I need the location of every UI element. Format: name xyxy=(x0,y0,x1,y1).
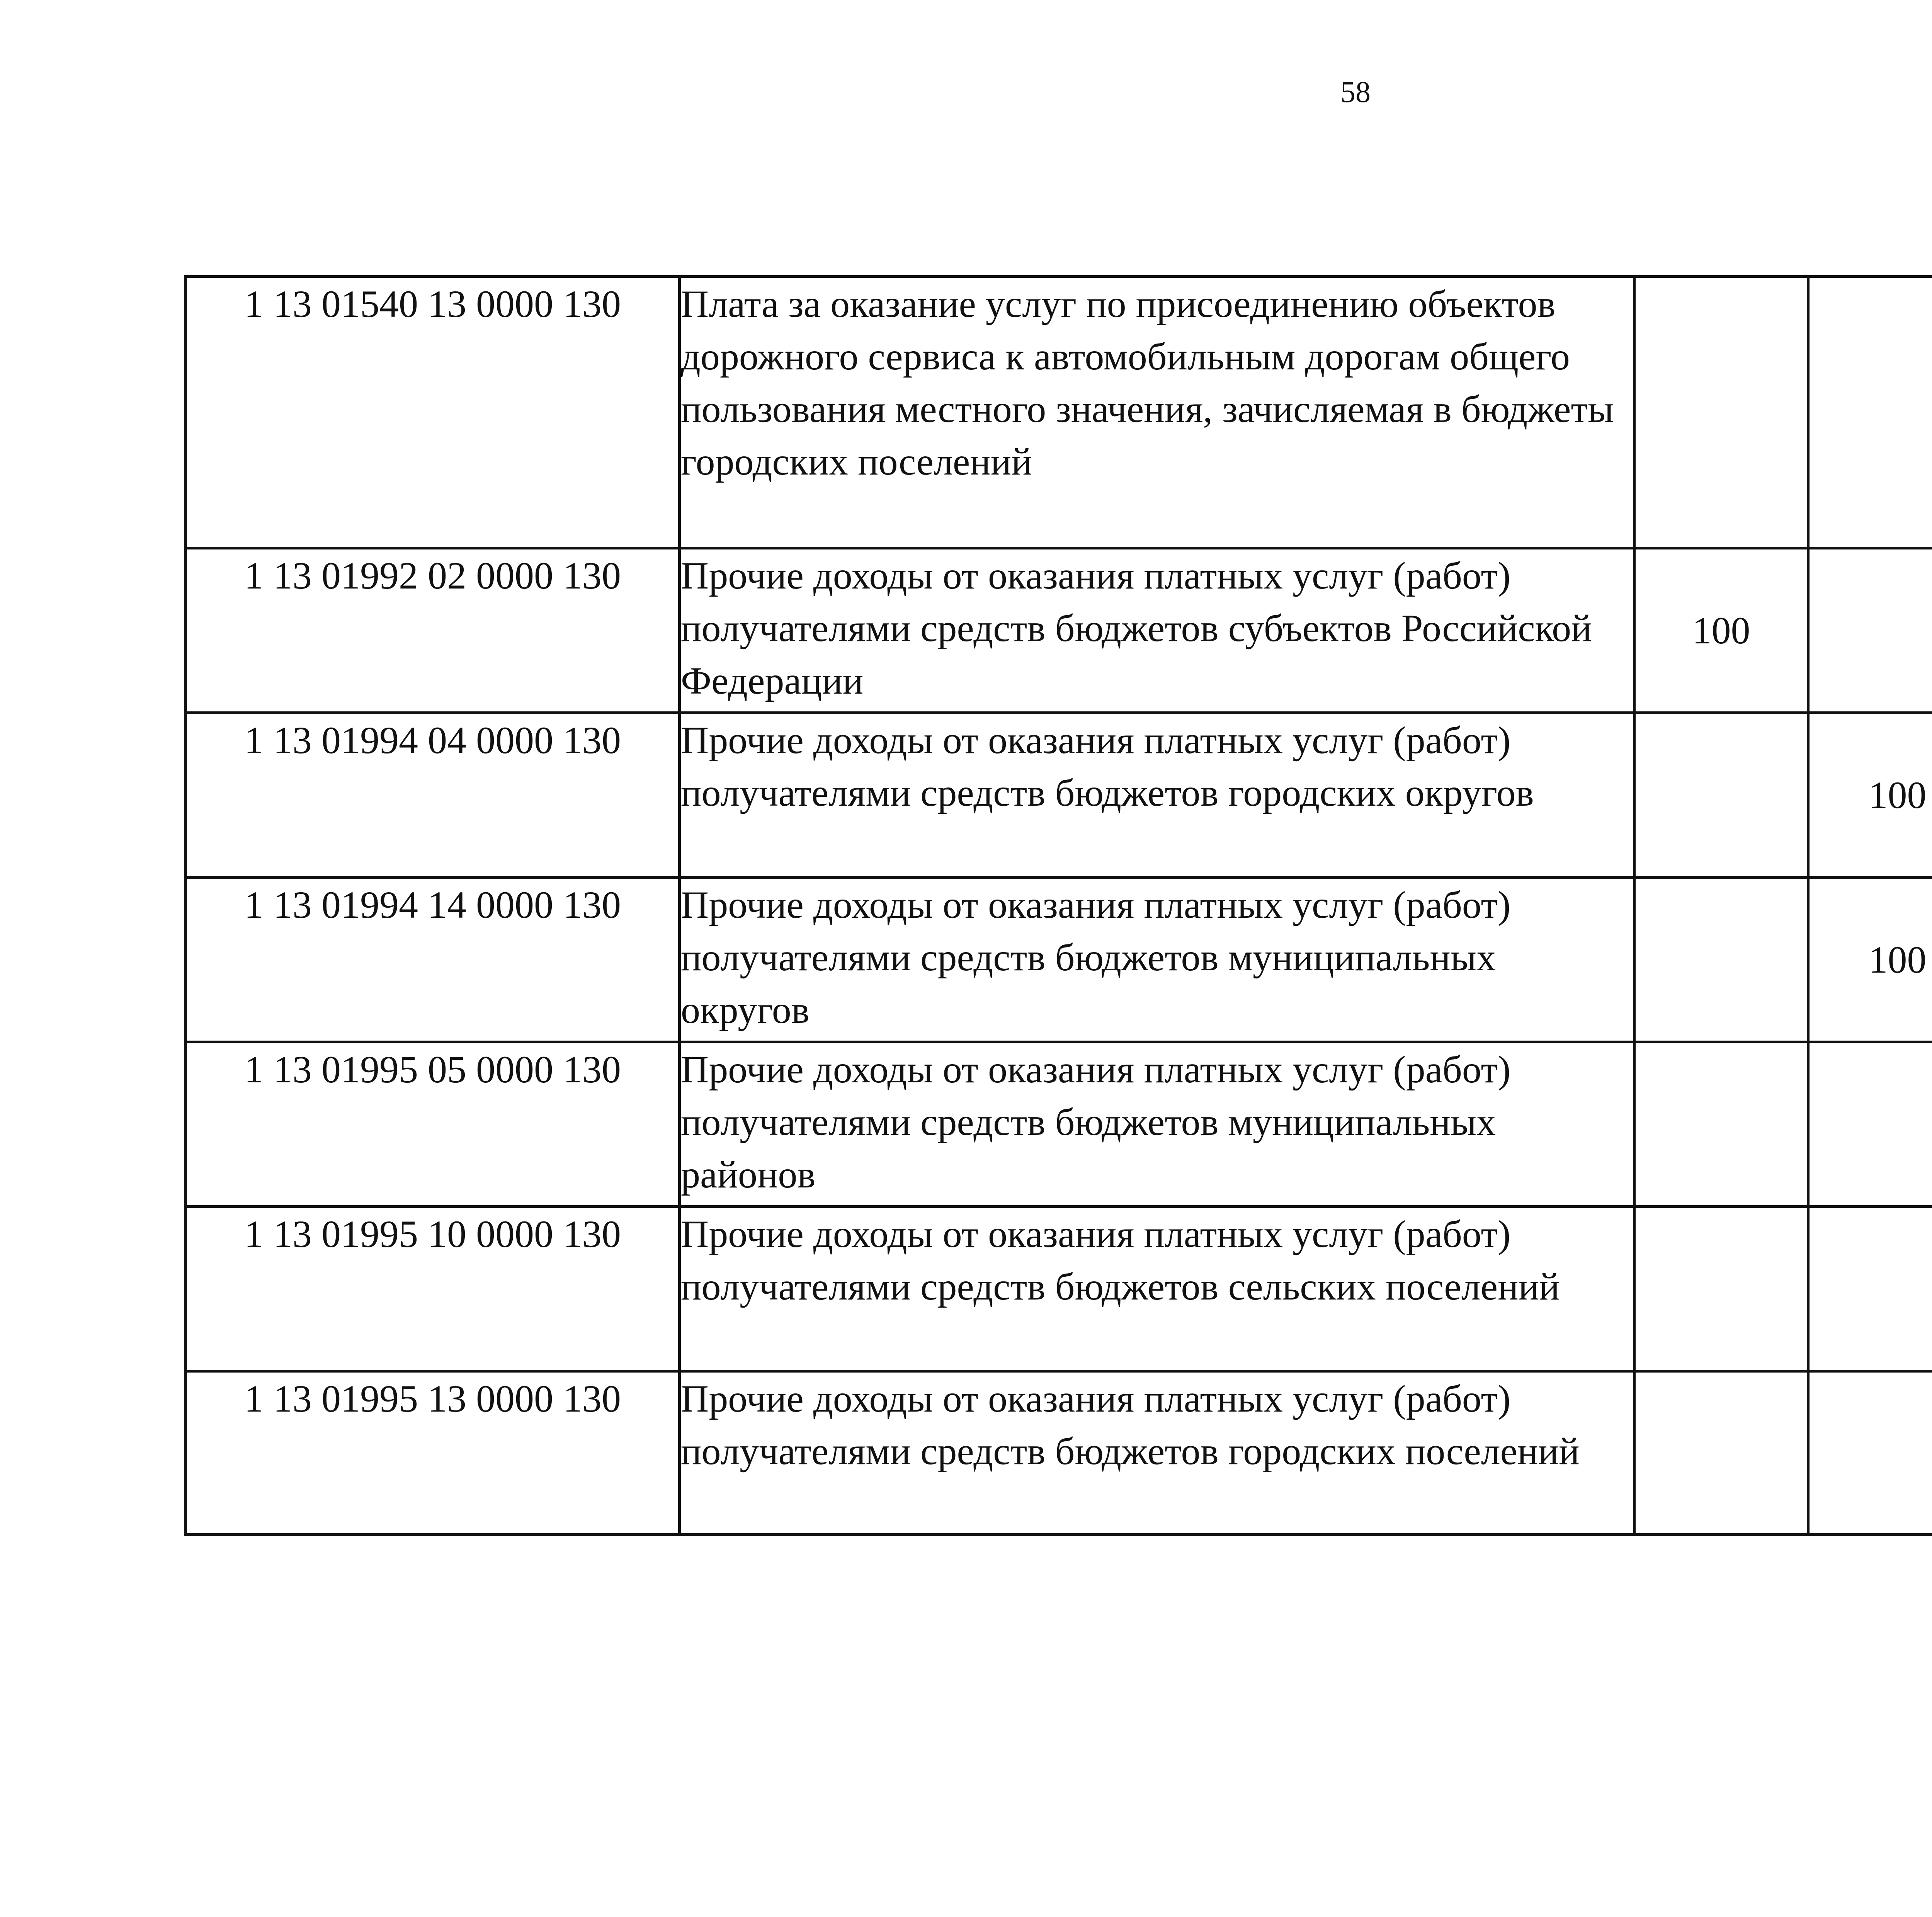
revenue-description: Прочие доходы от оказания платных услуг (работ) получателями средств бюджетов городских округов xyxy=(680,713,1634,878)
revenue-code: 1 13 01995 10 0000 130 xyxy=(186,1207,680,1371)
revenue-description: Прочие доходы от оказания платных услуг (работ) получателями средств бюджетов субъектов Российской Федерации xyxy=(680,548,1634,713)
revenue-code: 1 13 01540 13 0000 130 xyxy=(186,277,680,548)
revenue-description: Прочие доходы от оказания платных услуг (работ) получателями средств бюджетов муниципальных районов xyxy=(680,1042,1634,1207)
value-cell: 100 xyxy=(1808,878,1932,1042)
table-row xyxy=(186,1207,1932,1371)
revenue-description: Прочие доходы от оказания платных услуг (работ) получателями средств бюджетов сельских поселений xyxy=(680,1207,1634,1371)
revenue-code: 1 13 01992 02 0000 130 xyxy=(186,548,680,713)
value-cell xyxy=(1634,277,1808,548)
table-row xyxy=(186,1371,1932,1535)
value-cell: 100 xyxy=(1808,713,1932,878)
value-cell xyxy=(1634,1207,1808,1371)
table-row xyxy=(186,1042,1932,1207)
value-cell xyxy=(1808,1371,1932,1535)
table-row xyxy=(186,548,1932,713)
revenue-description: Плата за оказание услуг по присоединению объектов дорожного сервиса к автомобильным дорогам общего пользования местного значения, зачисляемая в бюджеты городских поселений xyxy=(680,277,1634,548)
value-cell xyxy=(1808,548,1932,713)
value-cell xyxy=(1634,1042,1808,1207)
value-cell: 100 xyxy=(1634,548,1808,713)
revenue-code: 1 13 01995 13 0000 130 xyxy=(186,1371,680,1535)
revenue-description: Прочие доходы от оказания платных услуг (работ) получателями средств бюджетов городских поселений xyxy=(680,1371,1634,1535)
revenue-distribution-table xyxy=(184,275,1932,1536)
revenue-code: 1 13 01994 04 0000 130 xyxy=(186,713,680,878)
revenue-code: 1 13 01995 05 0000 130 xyxy=(186,1042,680,1207)
table-row xyxy=(186,277,1932,548)
page-number: 58 xyxy=(1340,75,1371,109)
value-cell xyxy=(1634,713,1808,878)
value-cell xyxy=(1808,1207,1932,1371)
value-cell xyxy=(1808,1042,1932,1207)
table-row xyxy=(186,878,1932,1042)
revenue-code: 1 13 01994 14 0000 130 xyxy=(186,878,680,1042)
table-row xyxy=(186,713,1932,878)
value-cell xyxy=(1634,878,1808,1042)
revenue-description: Прочие доходы от оказания платных услуг (работ) получателями средств бюджетов муниципальных округов xyxy=(680,878,1634,1042)
value-cell xyxy=(1634,1371,1808,1535)
value-cell xyxy=(1808,277,1932,548)
